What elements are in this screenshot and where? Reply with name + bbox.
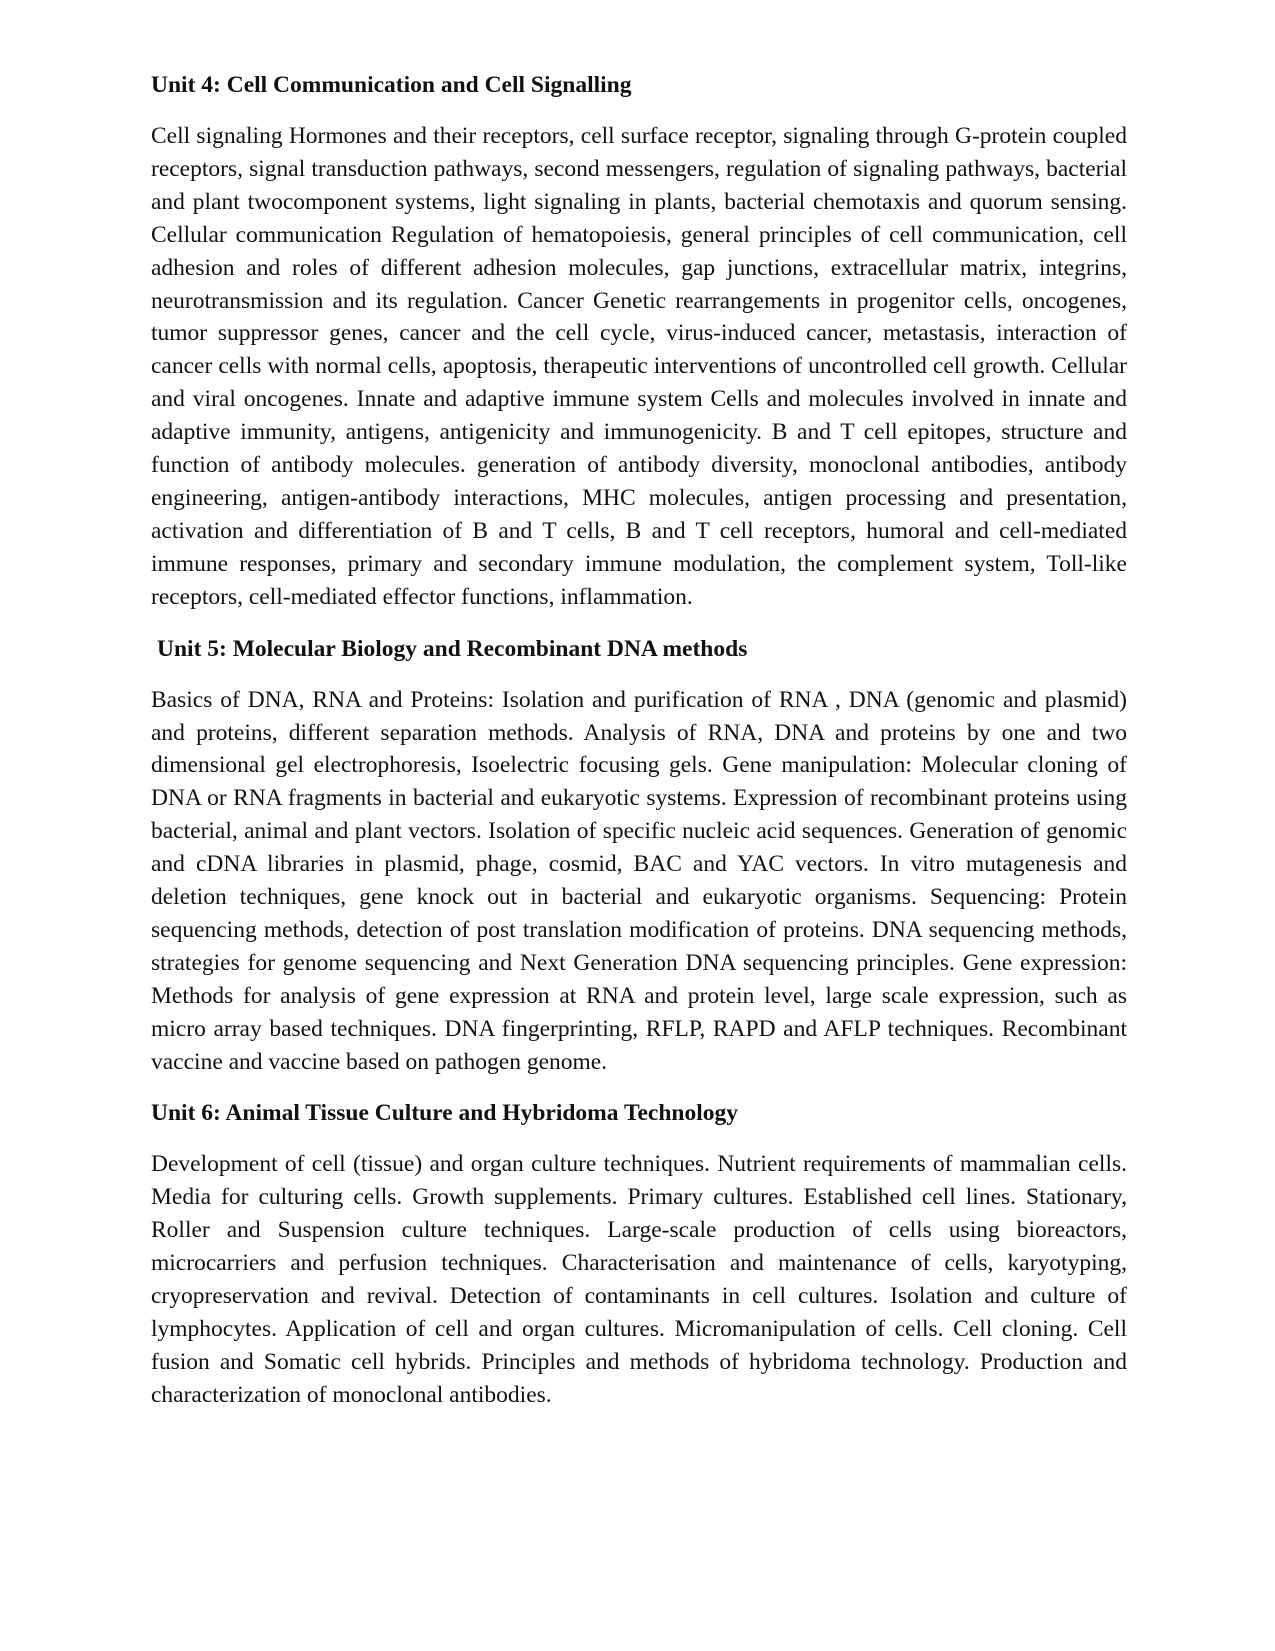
- unit-5-section: [151, 634, 1127, 1079]
- unit-6-body: Development of cell (tissue) and organ culture techniques. Nutrient requirements of mammalian cells. Media for culturing cells. Growth supplements. Primary cultures. Established cell lines. Stationary, Roller and Suspension culture techniques. Large-scale production of cells using bioreactors, microcarriers and perfusion techniques. Characterisation and maintenance of cells, karyotyping, cryopreservation and revival. Detection of contaminants in cell cultures. Isolation and culture of lymphocytes. Application of cell and organ cultures. Micromanipulation of cells. Cell cloning. Cell fusion and Somatic cell hybrids. Principles and methods of hybridoma technology. Production and characterization of monoclonal antibodies.: [151, 1151, 1127, 1408]
- unit-6-section: [151, 1098, 1127, 1411]
- unit-5-body: Basics of DNA, RNA and Proteins: Isolation and purification of RNA , DNA (genomic and plasmid) and proteins, different separation methods. Analysis of RNA, DNA and proteins by one and two dimensional gel electrophoresis, Isoelectric focusing gels. Gene manipulation: Molecular cloning of DNA or RNA fragments in bacterial and eukaryotic systems. Expression of recombinant proteins using bacterial, animal and plant vectors. Isolation of specific nucleic acid sequences. Generation of genomic and cDNA libraries in plasmid, phage, cosmid, BAC and YAC vectors. In vitro mutagenesis and deletion techniques, gene knock out in bacterial and eukaryotic organisms. Sequencing: Protein sequencing methods, detection of post translation modification of proteins. DNA sequencing methods, strategies for genome sequencing and Next Generation DNA sequencing principles. Gene expression: Methods for analysis of gene expression at RNA and protein level, large scale expression, such as micro array based techniques. DNA fingerprinting, RFLP, RAPD and AFLP techniques. Recombinant vaccine and vaccine based on pathogen genome.: [151, 686, 1127, 1075]
- document-page: [151, 70, 1127, 1432]
- unit-4-section: [151, 70, 1127, 614]
- unit-4-body: Cell signaling Hormones and their receptors, cell surface receptor, signaling through G-protein coupled receptors, signal transduction pathways, second messengers, regulation of signaling pathways, bacterial and plant twocomponent systems, light signaling in plants, bacterial chemotaxis and quorum sensing. Cellular communication Regulation of hematopoiesis, general principles of cell communication, cell adhesion and roles of different adhesion molecules, gap junctions, extracellular matrix, integrins, neurotransmission and its regulation. Cancer Genetic rearrangements in progenitor cells, oncogenes, tumor suppressor genes, cancer and the cell cycle, virus-induced cancer, metastasis, interaction of cancer cells with normal cells, apoptosis, therapeutic interventions of uncontrolled cell growth. Cellular and viral oncogenes. Innate and adaptive immune system Cells and molecules involved in innate and adaptive immunity, antigens, antigenicity and immunogenicity. B and T cell epitopes, structure and function of antibody molecules. generation of antibody diversity, monoclonal antibodies, antibody engineering, antigen-antibody interactions, MHC molecules, antigen processing and presentation, activation and differentiation of B and T cells, B and T cell receptors, humoral and cell-mediated immune responses, primary and secondary immune modulation, the complement system, Toll-like receptors, cell-mediated effector functions, inflammation.: [151, 123, 1127, 610]
- unit-4-heading: Unit 4: Cell Communication and Cell Signalling: [151, 72, 632, 98]
- unit-6-heading: Unit 6: Animal Tissue Culture and Hybridoma Technology: [151, 1100, 738, 1127]
- unit-5-heading: Unit 5: Molecular Biology and Recombinant DNA methods: [157, 635, 748, 662]
